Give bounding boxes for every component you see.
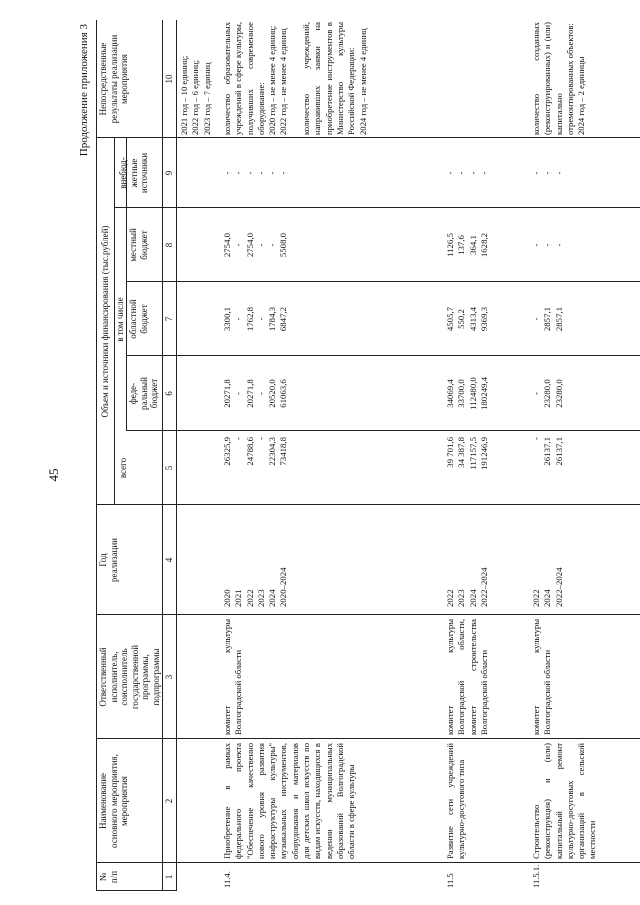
column-number-divider — [176, 20, 177, 891]
row-extra-11-5: - - - - — [445, 171, 489, 175]
col-number-9: 9 — [164, 170, 174, 176]
row-executor-11-5: комитет культуры Волгоградской области, комитет строительства Волгоградской области — [445, 619, 489, 735]
col-number-6: 6 — [164, 391, 174, 396]
continuation-label: Продолжение приложения 3 — [78, 24, 90, 157]
row-total-11-5-1: - 26137,1 26137,1 — [531, 437, 564, 466]
header-including: в том числе — [115, 297, 125, 342]
header-regional: областной бюджет — [128, 299, 149, 339]
col-number-3: 3 — [164, 674, 174, 680]
header-local: местный бюджет — [128, 228, 149, 262]
col-divider-1 — [96, 862, 640, 863]
header-total: всего — [118, 457, 128, 479]
col-number-10: 10 — [164, 74, 174, 84]
row-local-11-5: 1126,5 137,6 364,1 1628,2 — [445, 232, 489, 258]
row-name-11-5: Развитие сети учреждений культурно-досугового типа — [445, 743, 467, 859]
row-total-11-4: 26325,9 - 24788,6 - 22304,3 73418,8 — [222, 437, 289, 466]
row-extra-11-4: - - - - - - — [222, 171, 289, 175]
row-number-11-4: 11.4. — [222, 871, 232, 888]
row-regional-11-5: 4505,7 550,2 4313,4 9369,3 — [445, 306, 489, 332]
col-number-4: 4 — [164, 557, 174, 563]
row-name-11-4: Приобретение в рамках федерального проекта "Обеспечение качественно нового уровня развития инфраструктуры культуры" музыкальных инструментов, оборудования и материалов для детских школ искусств по видам искусств, находящихся в ведении муниципальных образований Волгоградской области в сфере культуры — [222, 743, 357, 859]
row-regional-11-4: 3300,1 - 1762,8 - 1784,3 6847,2 — [222, 306, 289, 332]
row-executor-11-5-1: комитет культуры Волгоградской области — [531, 619, 553, 735]
col-divider-4 — [96, 504, 640, 505]
col-number-7: 7 — [164, 316, 174, 322]
row-results-11-4: количество образовательных учреждений в сфере культуры, получивших современное оборудование: 2020 год – не менее 4 единиц; 2022 год – не менее 4 единиц количество учреждений, направивших заявки на приобретение инструментов в Министерство культуры Российской Федерации: 2024 год – не менее 4 единиц — [222, 22, 368, 135]
header-name: Наименование основного мероприятия, мероприятия — [98, 754, 129, 848]
row-extra-11-5-1: - - - — [531, 171, 564, 175]
row-federal-11-4: 20271,8 - 20271,8 - 20520,0 61063,6 — [222, 379, 289, 408]
header-divider — [162, 20, 163, 891]
row-local-11-5-1: - - - — [531, 243, 564, 247]
col-number-1: 1 — [164, 874, 174, 880]
header-financing: Объем и источники финансирования (тыс.рублей) — [100, 225, 110, 418]
col-number-2: 2 — [164, 798, 174, 804]
header-federal: феде- ральный бюджет — [128, 377, 159, 410]
row-years-11-4: 2020 2021 2022 2023 2024 2020–2024 — [222, 567, 289, 607]
row-federal-11-5-1: - 23280,0 23280,0 — [531, 379, 564, 408]
col-divider-2 — [96, 738, 640, 739]
row-results-11-5-1: количество созданных (реконструированных) и (или) капитально отремонтированных объектов: 2024 год – 2 единицы — [531, 22, 587, 135]
row-number-11-5: 11.5 — [445, 873, 455, 888]
header-extra: внебюд- жетные источники — [118, 152, 149, 194]
row-total-11-5: 39 701,6 34 387,8 117157,5 191246,9 — [445, 437, 489, 470]
results-continued-note: 2021 год – 10 единиц; 2022 год – 6 единиц; 2023 год – 7 единиц — [179, 55, 212, 135]
row-federal-11-5: 34069,4 33700,0 112480,0 180249,4 — [445, 377, 489, 410]
row-executor-11-4: комитет культуры Волгоградской области — [222, 619, 244, 735]
row-regional-11-5-1: - 2857,1 2857,1 — [531, 306, 564, 332]
header-executor: Ответственный исполнитель, соисполнитель государственной программы, подпрограммы — [98, 644, 161, 710]
header-number: № п/п — [98, 870, 119, 884]
row-number-11-5-1: 11.5.1. — [531, 864, 541, 888]
table-border-top — [96, 20, 97, 891]
col-number-8: 8 — [164, 242, 174, 248]
header-year: Год реализации — [98, 538, 119, 582]
row-local-11-4: 2754,0 - 2754,0 - - 5508,0 — [222, 232, 289, 258]
col-divider-3 — [96, 614, 640, 615]
row-name-11-5-1: Строительство (реконструкция) и (или) капитальный ремонт культурно-досуговых организаций в сельской местности — [531, 743, 598, 859]
row-years-11-5: 2022 2023 2024 2022–2024 — [445, 567, 489, 607]
page-number: 45 — [46, 468, 61, 482]
header-results: Непосредственные результаты реализации мероприятия — [98, 34, 129, 124]
col-number-5: 5 — [164, 465, 174, 471]
row-years-11-5-1: 2022 2024 2022–2024 — [531, 567, 564, 607]
